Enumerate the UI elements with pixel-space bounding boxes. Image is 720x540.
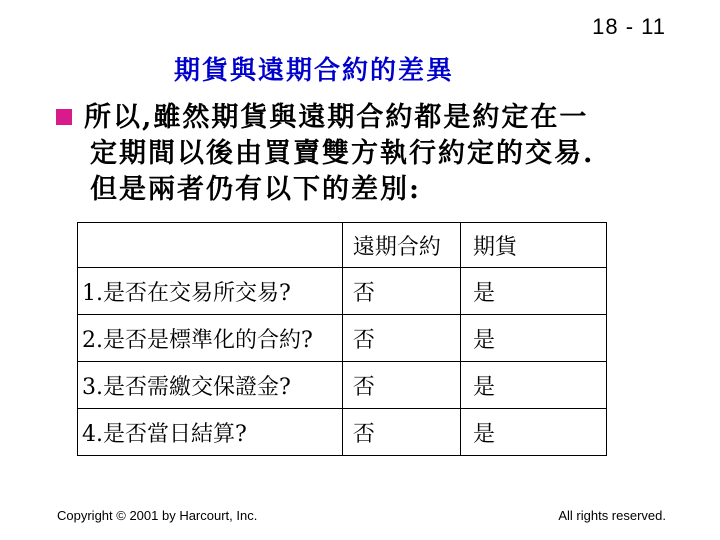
slide-title: 期貨與遠期合約的差異 (174, 56, 455, 86)
bullet-line: 所以,雖然期貨與遠期合約都是約定在一 (84, 102, 589, 133)
forward-answer-cell: 否 (342, 315, 460, 362)
forward-answer-cell: 否 (342, 409, 460, 456)
futures-answer-cell: 是 (461, 409, 607, 456)
bullet-text (84, 100, 676, 208)
comparison-table (77, 222, 607, 456)
futures-answer-cell: 是 (461, 362, 607, 409)
table-row (78, 409, 607, 456)
table-row (78, 315, 607, 362)
question-cell: 2.是否是標準化的合約? (78, 315, 343, 362)
bullet-paragraph (56, 100, 676, 208)
futures-answer-cell: 是 (461, 268, 607, 315)
header-cell-forward: 遠期合約 (342, 223, 460, 268)
table-header-row (78, 223, 607, 268)
question-cell: 4.是否當日結算? (78, 409, 343, 456)
header-cell-futures: 期貨 (461, 223, 607, 268)
table-row (78, 362, 607, 409)
rights-notice: All rights reserved. (558, 508, 666, 523)
forward-answer-cell: 否 (342, 362, 460, 409)
page-number: 18 - 11 (592, 14, 666, 39)
question-cell: 1.是否在交易所交易? (78, 268, 343, 315)
forward-answer-cell: 否 (342, 268, 460, 315)
futures-answer-cell: 是 (461, 315, 607, 362)
bullet-line: 定期間以後由買賣雙方執行約定的交易. (90, 138, 595, 169)
question-cell: 3.是否需繳交保證金? (78, 362, 343, 409)
bullet-line: 但是兩者仍有以下的差別: (90, 174, 421, 205)
copyright-notice: Copyright © 2001 by Harcourt, Inc. (57, 508, 258, 523)
header-cell-question (78, 223, 343, 268)
table-row (78, 268, 607, 315)
square-bullet-icon (56, 109, 72, 125)
